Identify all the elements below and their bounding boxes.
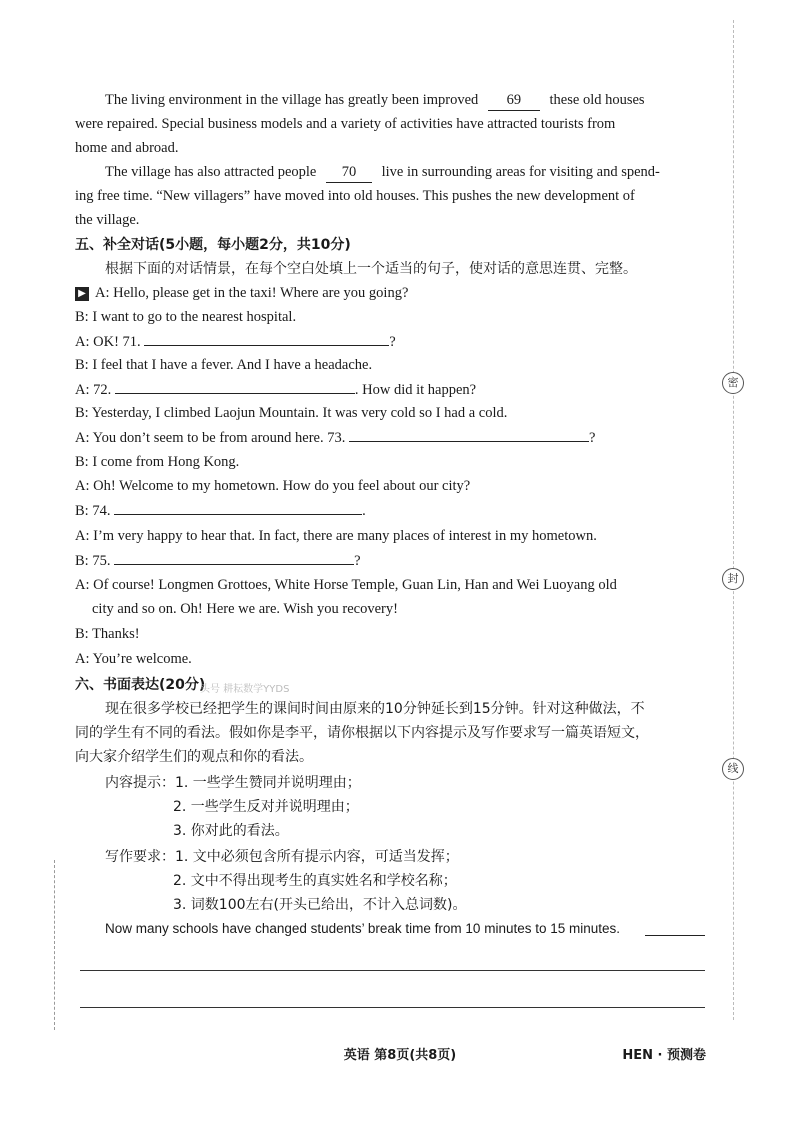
dialogue-line-71: A: OK! 71. ? — [75, 331, 715, 352]
dialogue-line-1: ▶ A: Hello, please get in the taxi! Where are you going? — [75, 283, 715, 303]
passage-line: were repaired. Special business models and a variety of activities have attracted tourists from — [75, 116, 616, 132]
writing-line[interactable] — [80, 1007, 705, 1008]
left-cut-line — [54, 860, 55, 1030]
passage-line — [105, 90, 745, 111]
blank-70: 70 — [326, 162, 372, 183]
passage-text: these old houses — [549, 92, 645, 108]
passage-line: the village. — [75, 212, 140, 228]
passage-text: The living environment in the village has greatly been improved — [105, 92, 479, 108]
seal-mark-mi: 密 — [722, 372, 744, 394]
answer-blank-73[interactable] — [349, 427, 589, 442]
dialogue-line-4: B: I feel that I have a fever. And I have a headache. — [75, 357, 373, 373]
writing-requirement-3: 3. 词数100左右(开头已给出，不计入总词数)。 — [173, 897, 467, 913]
dialogue-line-72: A: 72. . How did it happen? — [75, 379, 715, 400]
dialogue-line-75: B: 75. ? — [75, 550, 715, 571]
answer-blank-72[interactable] — [115, 379, 355, 394]
dialogue-line-74: B: 74. . — [75, 500, 715, 521]
answer-blank-75[interactable] — [114, 550, 354, 565]
page-footer-number: 英语 第8页(共8页) — [343, 1048, 457, 1063]
content-hint-2: 2. 一些学生反对并说明理由； — [173, 799, 359, 815]
page-footer-series: HEN · 预测卷 — [622, 1048, 706, 1063]
passage-line — [105, 162, 745, 183]
content-hints: 内容提示：1. 一些学生赞同并说明理由； — [105, 775, 361, 791]
dialogue-line-11: A: I’m very happy to hear that. In fact, there are many places of interest in my hometown. — [75, 528, 597, 544]
passage-line: home and abroad. — [75, 140, 179, 156]
dialogue-line-8: B: I come from Hong Kong. — [75, 454, 240, 470]
passage-line: ing free time. “New villagers” have moved into old houses. This pushes the new development of — [75, 188, 635, 204]
watermark: 头号 耕耘数学YYDS — [200, 684, 290, 695]
section6-prompt-line: 现在很多学校已经把学生的课间时间由原来的10分钟延长到15分钟。针对这种做法，不 — [105, 701, 645, 717]
passage-text: The village has also attracted people — [105, 164, 317, 180]
seal-mark-xian: 线 — [722, 758, 744, 780]
essay-opening: Now many schools have changed students’ break time from 10 minutes to 15 minutes. — [105, 921, 621, 936]
binding-fold-line — [733, 20, 734, 1020]
dialogue-line-2: B: I want to go to the nearest hospital. — [75, 309, 297, 325]
dialogue-line-73: A: You don’t seem to be from around here. 73. ? — [75, 427, 715, 448]
dialogue-line-9: A: Oh! Welcome to my hometown. How do you feel about our city? — [75, 478, 471, 494]
section5-title: 五、补全对话(5小题，每小题2分，共10分) — [75, 237, 351, 253]
writing-requirements: 写作要求：1. 文中必须包含所有提示内容，可适当发挥； — [105, 849, 459, 865]
dialogue-line-14: B: Thanks! — [75, 626, 140, 642]
answer-blank-71[interactable] — [144, 331, 389, 346]
answer-blank-74[interactable] — [114, 500, 362, 515]
writing-requirement-2: 2. 文中不得出现考生的真实姓名和学校名称； — [173, 873, 457, 889]
section5-instruction: 根据下面的对话情景，在每个空白处填上一个适当的句子，使对话的意思连贯、完整。 — [105, 261, 637, 277]
section6-prompt-line: 向大家介绍学生们的观点和你的看法。 — [75, 749, 313, 765]
section6-prompt-line: 同的学生有不同的看法。假如你是李平，请你根据以下内容提示及写作要求写一篇英语短文， — [75, 725, 649, 741]
writing-line[interactable] — [80, 970, 705, 971]
passage-text: live in surrounding areas for visiting and spend- — [381, 164, 660, 180]
essay-blank[interactable] — [645, 935, 705, 936]
dialogue-line-13b: city and so on. Oh! Here we are. Wish you recovery! — [92, 601, 398, 617]
section6-title: 六、书面表达(20分) — [75, 677, 206, 693]
audio-icon[interactable]: ▶ — [75, 287, 89, 301]
dialogue-line-13: A: Of course! Longmen Grottoes, White Horse Temple, Guan Lin, Han and Wei Luoyang old — [75, 577, 617, 593]
content-hint-3: 3. 你对此的看法。 — [173, 823, 289, 839]
dialogue-line-15: A: You’re welcome. — [75, 651, 192, 667]
dialogue-line-6: B: Yesterday, I climbed Laojun Mountain. It was very cold so I had a cold. — [75, 405, 508, 421]
seal-mark-feng: 封 — [722, 568, 744, 590]
blank-69: 69 — [488, 90, 540, 111]
